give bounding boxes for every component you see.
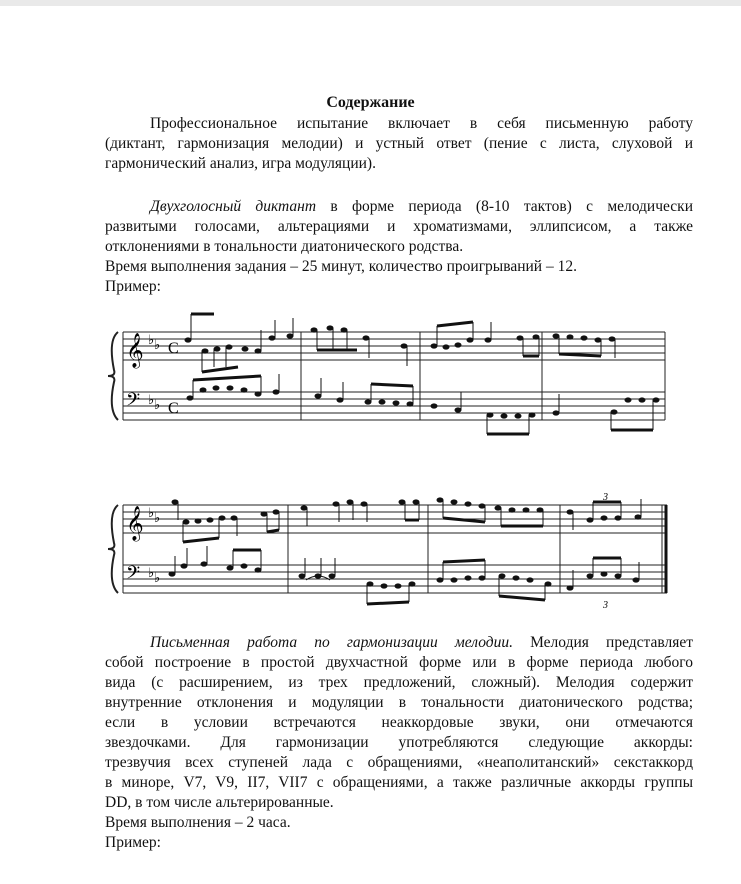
bass-clef-icon-2: 𝄢 [126, 563, 141, 588]
svg-text:♭: ♭ [154, 511, 161, 526]
dictation-line-2: развитыми голосами, альтерациями и хроматизмами, эллипсисом, а также [105, 218, 693, 235]
treble-clef-icon: 𝄞 [126, 333, 144, 368]
score-system-2 [0, 480, 741, 615]
notes-bass-1 [187, 385, 660, 418]
harmonization-paragraph [105, 633, 693, 853]
svg-text:♭: ♭ [148, 566, 155, 581]
treble-clef-icon-2: 𝄞 [126, 506, 144, 541]
svg-text:♭: ♭ [154, 338, 161, 353]
harmonization-line-8: в миноре, V7, V9, II7, VII7 с обращениями, а также различные аккорды группы [105, 774, 693, 791]
svg-text:C: C [168, 340, 179, 357]
intro-line-2: (диктант, гармонизация мелодии) и устный ответ (пение с листа, слуховой и [105, 135, 693, 152]
bass-clef-icon: 𝄢 [126, 390, 141, 415]
notes-treble-1 [185, 325, 616, 353]
svg-text:C: C [168, 400, 179, 417]
svg-text:♭: ♭ [148, 393, 155, 408]
page-title: Содержание [326, 94, 415, 111]
svg-text:♭: ♭ [154, 398, 161, 413]
triplet-mark-bottom: 3 [603, 600, 608, 611]
harmonization-line-2: собой построение в простой двухчастной форме или в форме периода любого [105, 654, 693, 671]
harmonization-heading: Письменная работа по гармонизации мелодии. [150, 634, 513, 651]
dictation-time: Время выполнения задания – 25 минут, количество проигрываний – 12. [105, 258, 577, 275]
intro-line-1: Профессиональное испытание включает в себя письменную работу [150, 115, 693, 132]
stems-bass-1 [193, 374, 653, 434]
dictation-heading: Двухголосный диктант [150, 198, 317, 215]
harmonization-line-9: DD, в том числе альтерированные. [105, 794, 334, 811]
dictation-paragraph [105, 197, 693, 297]
harmonization-line-4: внутренние отклонения и модуляции в тональности диатонического родства; [105, 694, 693, 711]
dictation-line-3: отклонениями в тональности диатонического родства. [105, 238, 464, 255]
harmonization-line-5: если в условии встречаются неаккордовые звуки, они отмечаются [105, 714, 693, 731]
harmonization-line-1: Письменная работа по гармонизации мелодии. Мелодия представляет [150, 634, 693, 651]
staff-bass-2 [123, 565, 667, 593]
harmonization-line-6: звездочками. Для гармонизации употребляются следующие аккорды: [105, 734, 693, 751]
staff-bass-1 [123, 392, 665, 420]
intro-paragraph [105, 114, 693, 174]
harmonization-time: Время выполнения – 2 часа. [105, 814, 291, 831]
stems-bass-2 [175, 546, 639, 604]
dictation-example-label: Пример: [105, 278, 161, 295]
svg-text:♭: ♭ [148, 333, 155, 348]
harmonization-line-7: трезвучия всех ступеней лада с обращениями, «неаполитанский» секстаккорд [105, 754, 693, 771]
dictation-line-1: Двухголосный диктант в форме периода (8-10 тактов) с мелодически [150, 198, 693, 215]
brace [108, 332, 118, 420]
intro-line-3: гармонический анализ, игра модуляции). [105, 155, 376, 172]
staff-treble-2 [123, 505, 667, 533]
stems-treble-1 [191, 314, 615, 372]
stems-treble-2 [178, 499, 641, 542]
triplet-mark-top: 3 [603, 492, 608, 503]
harmonization-line-3: вида (с расширением, из трех предложений, сложный). Мелодия содержит [105, 674, 693, 691]
brace-2 [108, 505, 118, 593]
svg-text:♭: ♭ [148, 506, 155, 521]
score-system-1 [0, 300, 741, 440]
svg-text:♭: ♭ [154, 571, 161, 586]
harmonization-example-label: Пример: [105, 834, 161, 851]
